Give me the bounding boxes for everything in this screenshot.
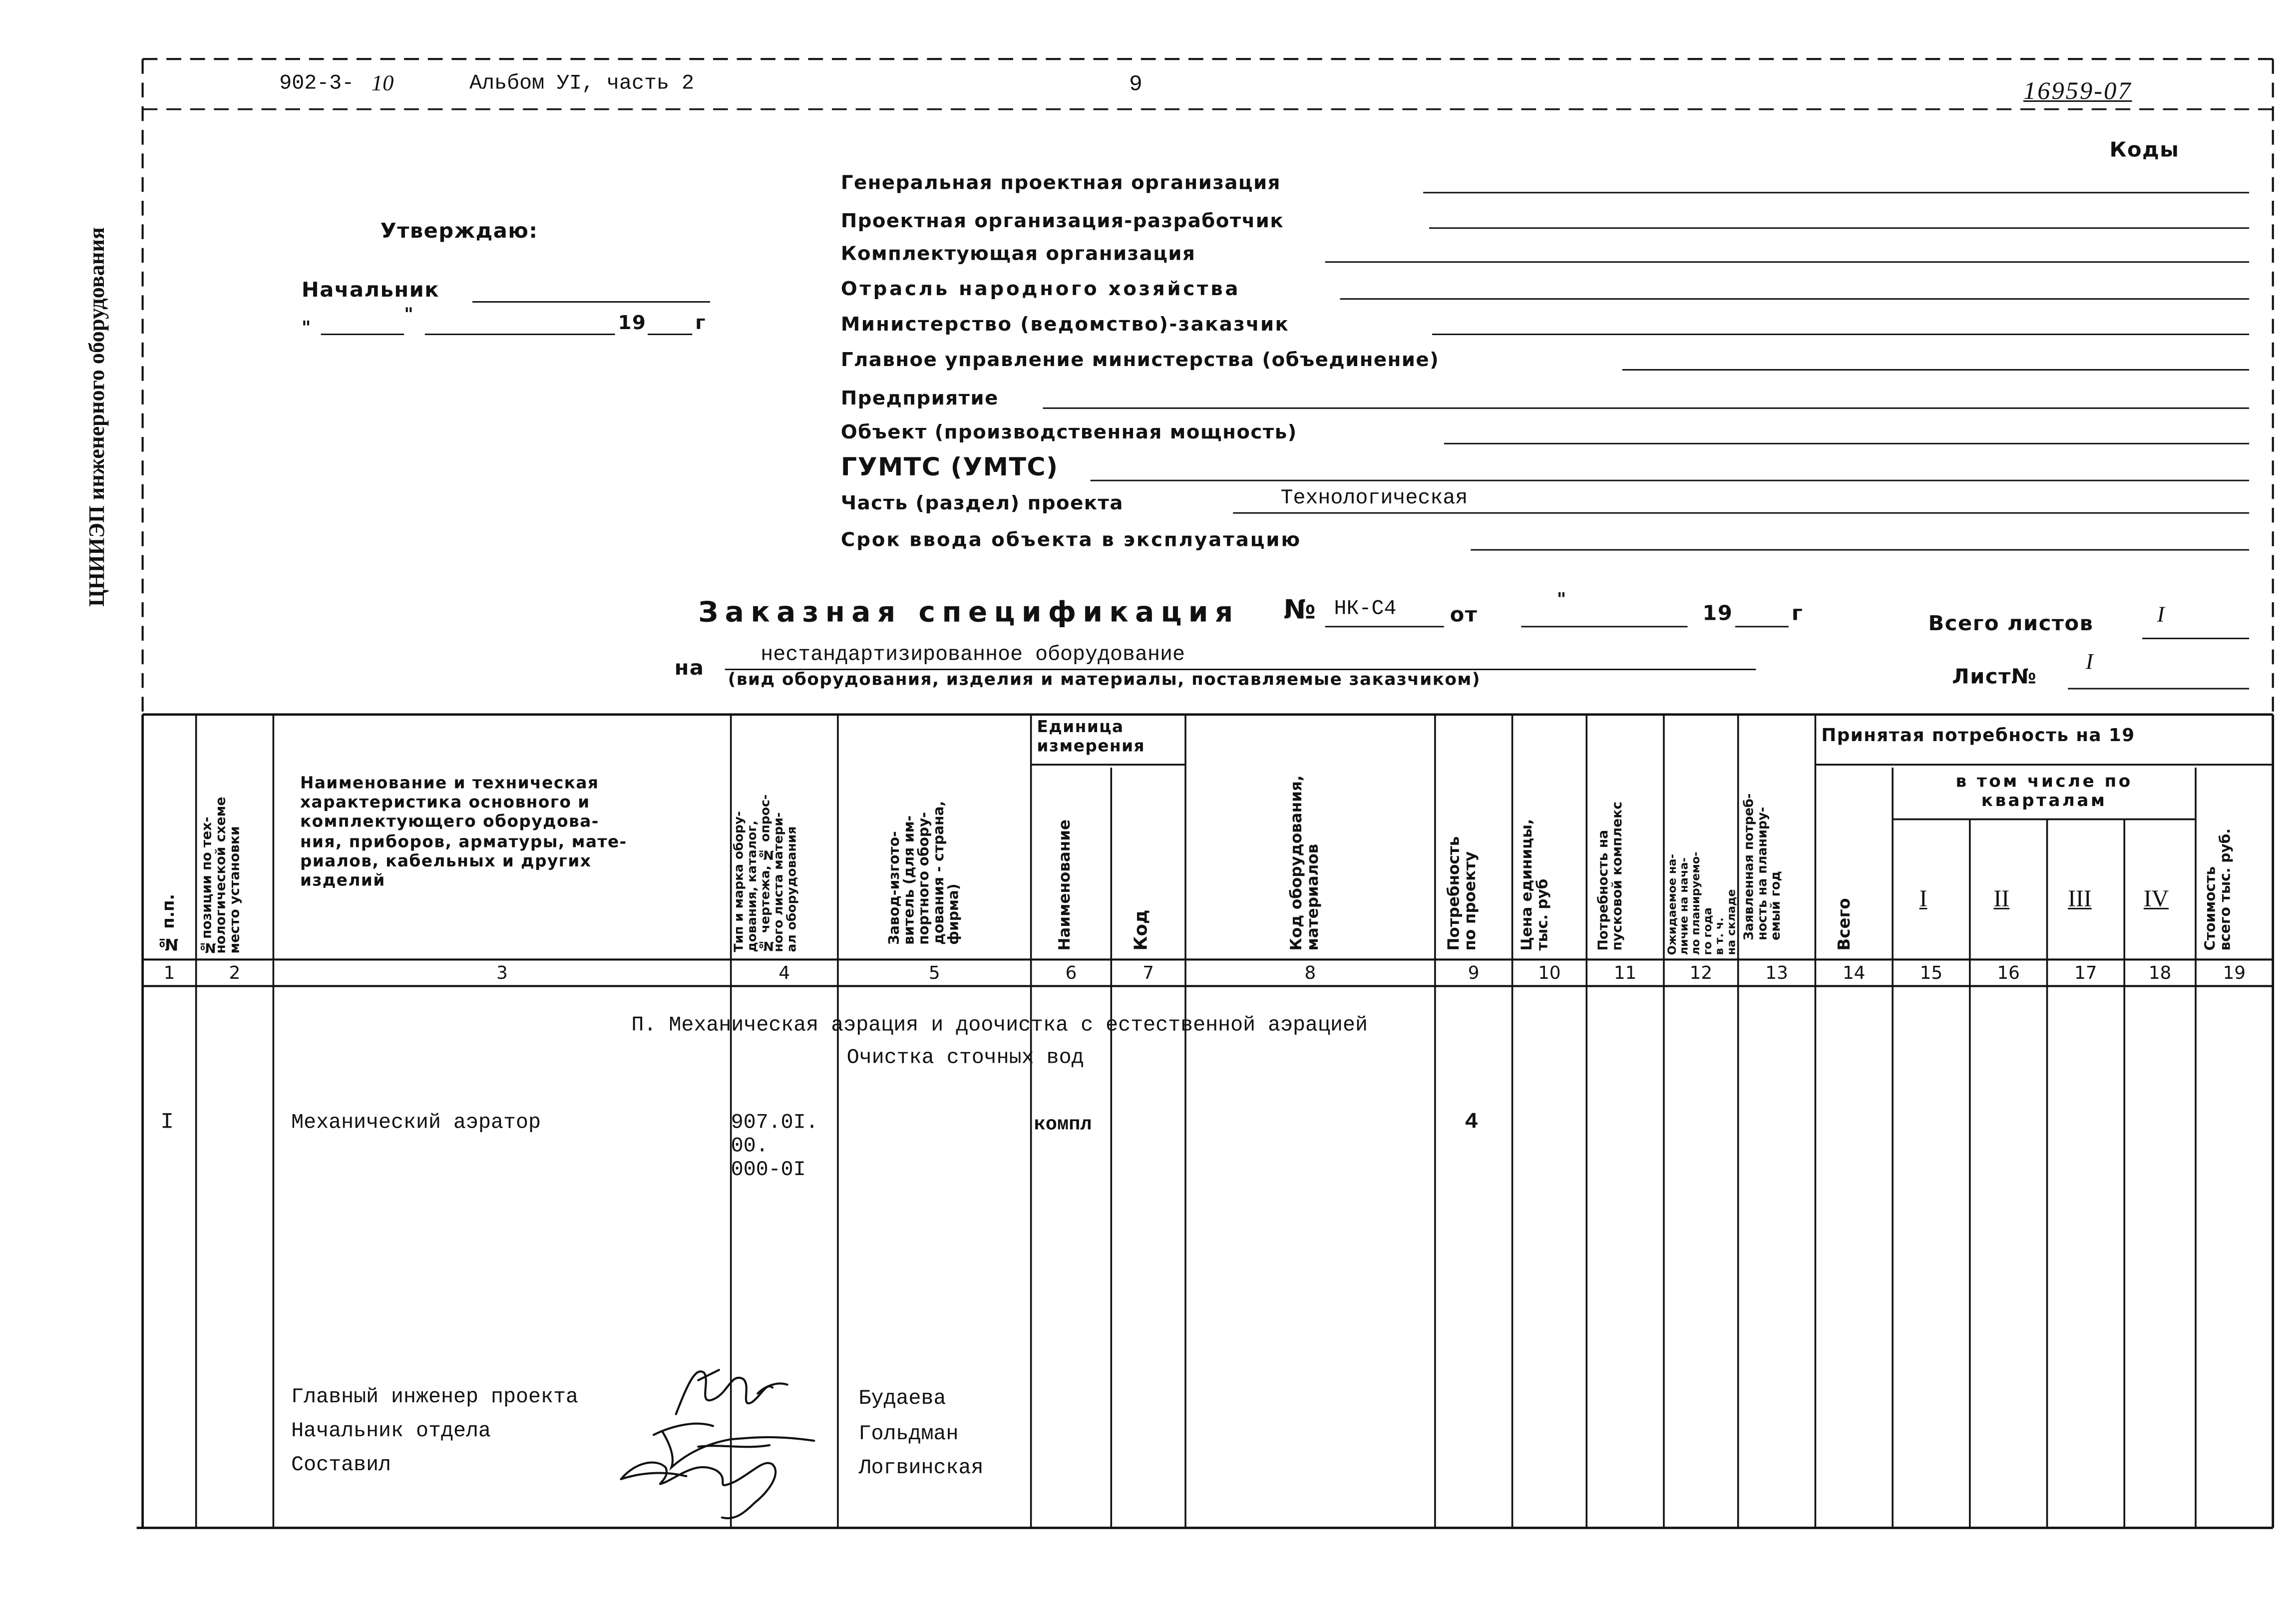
spec-subject-caption: (вид оборудования, изделия и материалы, поставляемые заказчиком) [728, 669, 1481, 690]
col-number: 6 [1065, 962, 1077, 983]
col-number: 4 [778, 962, 790, 983]
quarters-group-header: в том числе по кварталам [1955, 771, 2133, 811]
sheet-value: I [2085, 651, 2093, 675]
codes-label: Коды [2109, 138, 2180, 163]
col-header-17: III [2068, 887, 2092, 912]
org-field-project-part: Часть (раздел) проекта [840, 493, 1124, 515]
signature-name-compiler: Логвинская [858, 1457, 984, 1481]
side-organization-text: ЦНИИЭП инженерного оборудования [86, 226, 110, 606]
spec-number: НК-С4 [1334, 598, 1397, 622]
sheets-total-label: Всего листов [1928, 612, 2094, 637]
spec-subject: нестандартизированное оборудование [761, 643, 1185, 668]
accepted-group-header: Принятая потребность на 19 [1821, 725, 2135, 746]
col-number: 5 [928, 962, 940, 983]
col-number: 12 [1689, 962, 1713, 983]
chief-label: Начальник [301, 279, 440, 303]
col-header-11: Потребность на пусковой комплекс [1597, 801, 1626, 951]
org-field-ministry: Министерство (ведомство)-заказчик [840, 314, 1290, 337]
sheets-total-value: I [2157, 604, 2165, 628]
unit-group-header: Единица измерения [1037, 717, 1145, 757]
org-field-object: Объект (производственная мощность) [840, 422, 1297, 444]
col-header-10: Цена единицы, тыс. руб [1520, 818, 1552, 951]
spec-year-suffix: г [1791, 602, 1804, 626]
col-header-19: Стоимость всего тыс. руб. [2203, 828, 2235, 951]
org-field-gumts: ГУМТС (УМТС) [840, 453, 1059, 483]
col-header-2: №позиции по тех- нологической схеме место установки [200, 797, 244, 954]
col-header-9: Потребность по проекту [1445, 836, 1480, 951]
page-number: 9 [1129, 72, 1143, 98]
row-type-line-3: 000-0I [731, 1159, 806, 1183]
row-type-line-1: 907.0I. [731, 1111, 818, 1136]
project-part-value: Технологическая [1280, 487, 1468, 511]
document-number: 16959-07 [2023, 76, 2132, 105]
col-header-4: Тип и марка обору- дования, каталог, № чертежа, № опрос- ного листа матери- ал оборудования [732, 794, 800, 952]
col-header-15: I [1919, 887, 1927, 912]
col-header-3: Наименование и техническая характеристика основного и комплектующего оборудова- ния, приборов, арматуры, мате- риалов, кабельных и других изделий [300, 773, 627, 890]
org-field-developer: Проектная организация-разработчик [840, 211, 1284, 234]
col-number: 8 [1304, 962, 1316, 983]
signature-role-compiler: Составил [291, 1454, 391, 1478]
col-number: 10 [1538, 962, 1561, 983]
col-header-18: IV [2143, 887, 2169, 912]
col-number: 19 [2223, 962, 2246, 983]
org-field-completing: Комплектующая организация [840, 243, 1196, 266]
col-header-8: Код оборудования, материалов [1288, 775, 1322, 951]
spec-title: Заказная спецификация [698, 596, 1240, 629]
signature-name-department-head: Гольдман [858, 1423, 959, 1447]
col-number: 18 [2148, 962, 2172, 983]
col-number: 3 [496, 962, 508, 983]
org-field-main-department: Главное управление министерства (объединение) [840, 350, 1440, 372]
signature-name-chief-engineer: Будаева [858, 1387, 946, 1411]
col-header-7: Код [1130, 909, 1151, 951]
col-header-12: Ожидаемое на- личие на нача- ло планируемо- го года в т. ч. на складе [1665, 851, 1738, 955]
col-number: 17 [2074, 962, 2097, 983]
spec-on-label: на [674, 657, 705, 681]
spec-from-label: от [1450, 604, 1478, 628]
row-unit: компл [1034, 1113, 1092, 1136]
row-quantity: 4 [1465, 1110, 1479, 1136]
row-type-line-2: 00. [731, 1135, 768, 1159]
col-number: 14 [1843, 962, 1866, 983]
album-code-suffix: 10 [371, 72, 394, 96]
org-field-enterprise: Предприятие [840, 388, 999, 410]
org-field-commissioning: Срок ввода объекта в эксплуатацию [840, 530, 1302, 552]
col-number: 1 [163, 962, 175, 983]
sheet-label: Лист№ [1952, 666, 2037, 690]
approve-label: Утверждаю: [380, 220, 538, 244]
signature-role-chief-engineer: Главный инженер проекта [291, 1386, 578, 1410]
col-number: 16 [1997, 962, 2020, 983]
col-header-16: II [1993, 887, 2010, 912]
date-quote-open: " [301, 317, 312, 338]
col-number: 15 [1919, 962, 1943, 983]
col-number: 13 [1765, 962, 1788, 983]
row-number: I [160, 1110, 174, 1136]
signature-role-department-head: Начальник отдела [291, 1420, 491, 1444]
subsection-title: Очистка сточных вод [846, 1046, 1084, 1071]
col-header-14: Всего [1835, 898, 1854, 951]
org-field-industry: Отрасль народного хозяйства [840, 279, 1241, 302]
row-name: Механический аэратор [291, 1111, 541, 1136]
org-field-general: Генеральная проектная организация [840, 172, 1281, 195]
col-header-1: № п.п. [159, 894, 178, 954]
col-header-13: Заявленная потреб- ность на планиру- емый год [1742, 793, 1785, 940]
approval-year: 19 [618, 313, 647, 336]
section-title: П. Механическая аэрация и доочистка с естественной аэрацией [631, 1014, 1368, 1038]
date-quote-close: " [404, 304, 414, 325]
spec-date-quote: " [1556, 589, 1567, 610]
album-title: Альбом УI, часть 2 [469, 72, 695, 96]
col-header-6: Наименование [1056, 819, 1074, 951]
col-header-5: Завод-изгото- витель (для им- портного обору- дования - страна, фирма) [887, 801, 963, 945]
approval-year-suffix: г [695, 313, 707, 336]
spec-year: 19 [1702, 602, 1733, 626]
col-number: 2 [229, 962, 241, 983]
album-code: 902-3- [279, 72, 355, 96]
col-number: 9 [1468, 962, 1480, 983]
col-number: 11 [1613, 962, 1637, 983]
spec-number-label: № [1283, 595, 1317, 626]
col-number: 7 [1143, 962, 1154, 983]
